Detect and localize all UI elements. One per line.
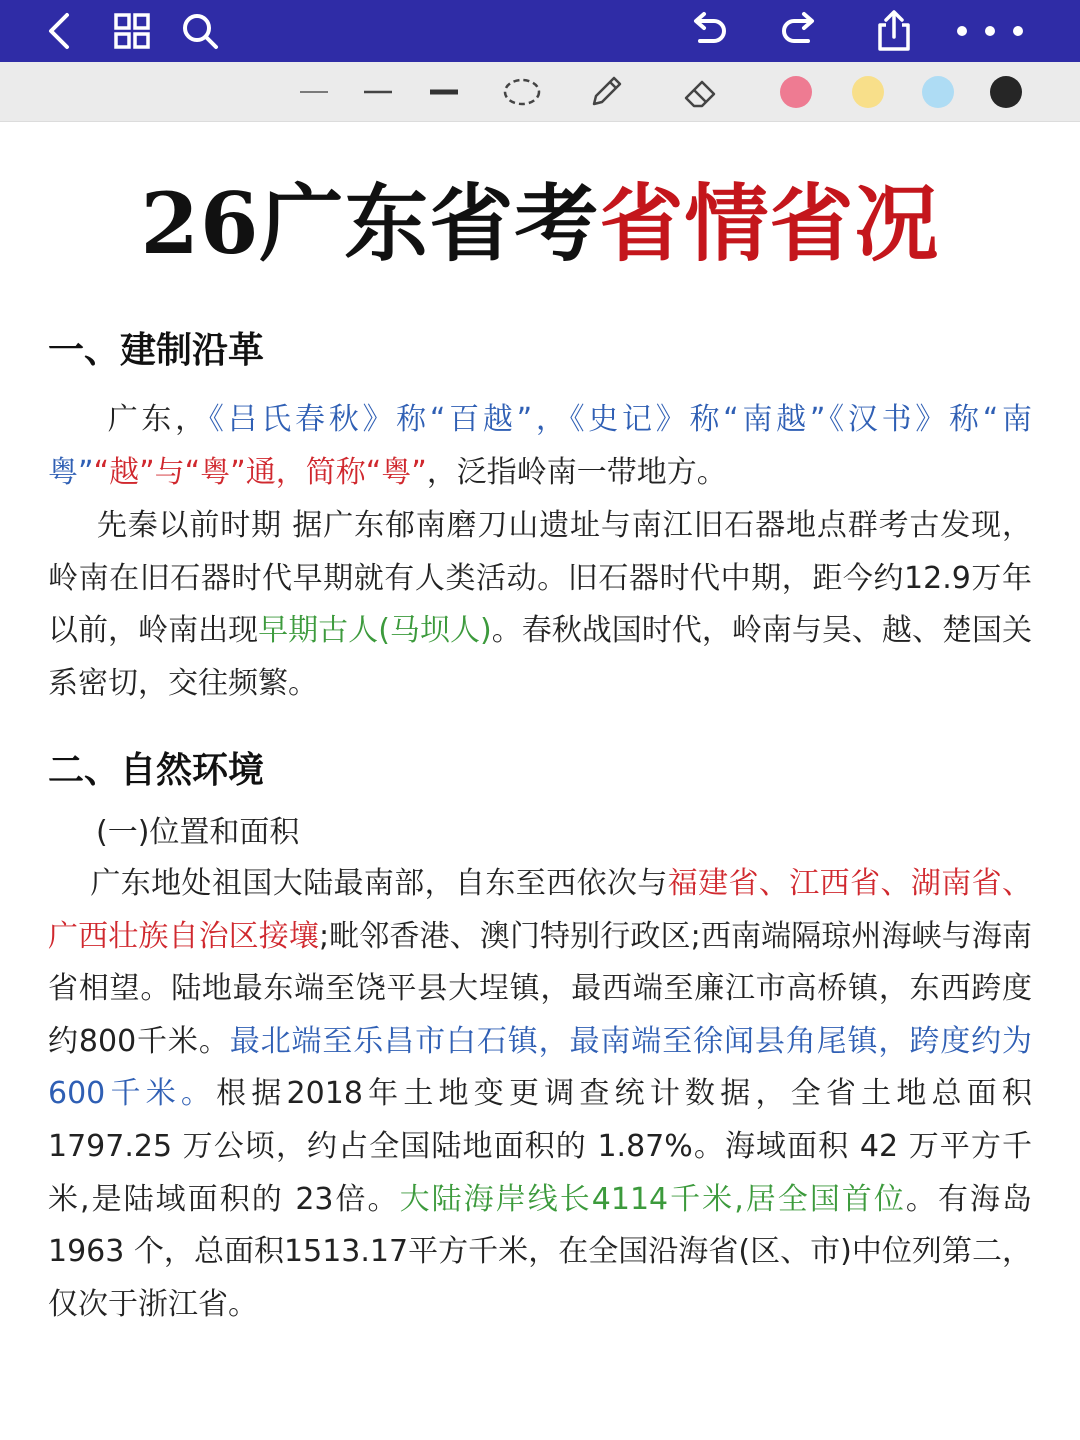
back-icon[interactable] [40,0,80,62]
grid-icon[interactable] [110,0,154,62]
document-page [0,122,1080,1440]
s2-text-e: 根据2018年土地变更调查统计数据，全省土地总面积 1797.25 万公顷，约占全国陆地面积的 1.87%。海域面积 42 万平方千米,是陆域面积的 23倍。 [48,1076,1032,1217]
drawing-toolbar [0,62,1080,122]
p1-text-c: “越”与“粤”通，简称“粤” [93,454,427,490]
section1-paragraph2 [48,500,1032,710]
section2-heading: 二、自然环境 [48,750,265,791]
p1-text-b: 《吕氏春秋》称“百越”，《史记》称“南越”《汉书》称“南粤” [48,402,1032,490]
pencil-icon[interactable] [584,62,628,122]
s2-text-b: 福建省、江西省、湖南省、广西壮族自治区接壤 [48,866,1033,954]
title-black-part: 26广东省考 [140,174,600,273]
p2-text-b: 早期古人(马坝人) [258,613,492,649]
s2-text-g: 。有海岛 1963 个，总面积1513.17平方千米，在全国沿海省(区、市)中位列第二，仅次于浙江省。 [48,1181,1033,1322]
s2-text-f: 大陆海岸线长4114千米,居全国首位 [399,1181,906,1217]
pen-color-pink[interactable] [778,62,814,122]
p2-text-c: 。春秋战国时代，岭南与吴、越、楚国关系密切，交往频繁。 [48,613,1033,701]
section1-paragraph1 [48,394,1032,499]
section2-paragraph1 [48,858,1032,1331]
medium-line-icon[interactable] [360,62,396,122]
section2-subheading: (一)位置和面积 [96,815,300,850]
title-red-part: 省情省况 [599,174,940,273]
thick-line-icon[interactable] [426,62,462,122]
section1-heading: 一、建制沿革 [48,330,265,371]
share-icon[interactable] [870,0,918,62]
pen-color-black[interactable] [988,62,1024,122]
lasso-icon[interactable] [500,62,544,122]
top-nav-bar [0,0,1080,62]
thin-line-icon[interactable] [296,62,332,122]
s2-text-a: 广东地处祖国大陆最南部，自东至西依次与 [90,866,668,901]
redo-icon[interactable] [776,0,824,62]
search-icon[interactable] [178,0,222,62]
page-title [0,174,1080,274]
pen-color-yellow[interactable] [850,62,886,122]
p1-text-a: 广东， [104,402,209,437]
undo-icon[interactable] [684,0,732,62]
s2-text-c: ;毗邻香港、澳门特别行政区;西南端隔琼州海峡与海南省相望。陆地最东端至饶平县大埕镇，最西端至廉江市高桥镇，东西跨度约800千米。 [48,918,1032,1059]
s2-text-d: 最北端至乐昌市白石镇，最南端至徐闻县角尾镇，跨度约为600千米。 [48,1023,1032,1112]
p1-text-d: ，泛指岭南一带地方。 [426,454,727,490]
pen-color-blue[interactable] [920,62,956,122]
eraser-icon[interactable] [678,62,722,122]
more-icon[interactable] [950,0,1030,62]
p2-text-a: 先秦以前时期 据广东郁南磨刀山遗址与南江旧石器地点群考古发现，岭南在旧石器时代早期就有人类活动。旧石器时代中期，距今约12.9万年以前，岭南出现 [48,508,1032,649]
